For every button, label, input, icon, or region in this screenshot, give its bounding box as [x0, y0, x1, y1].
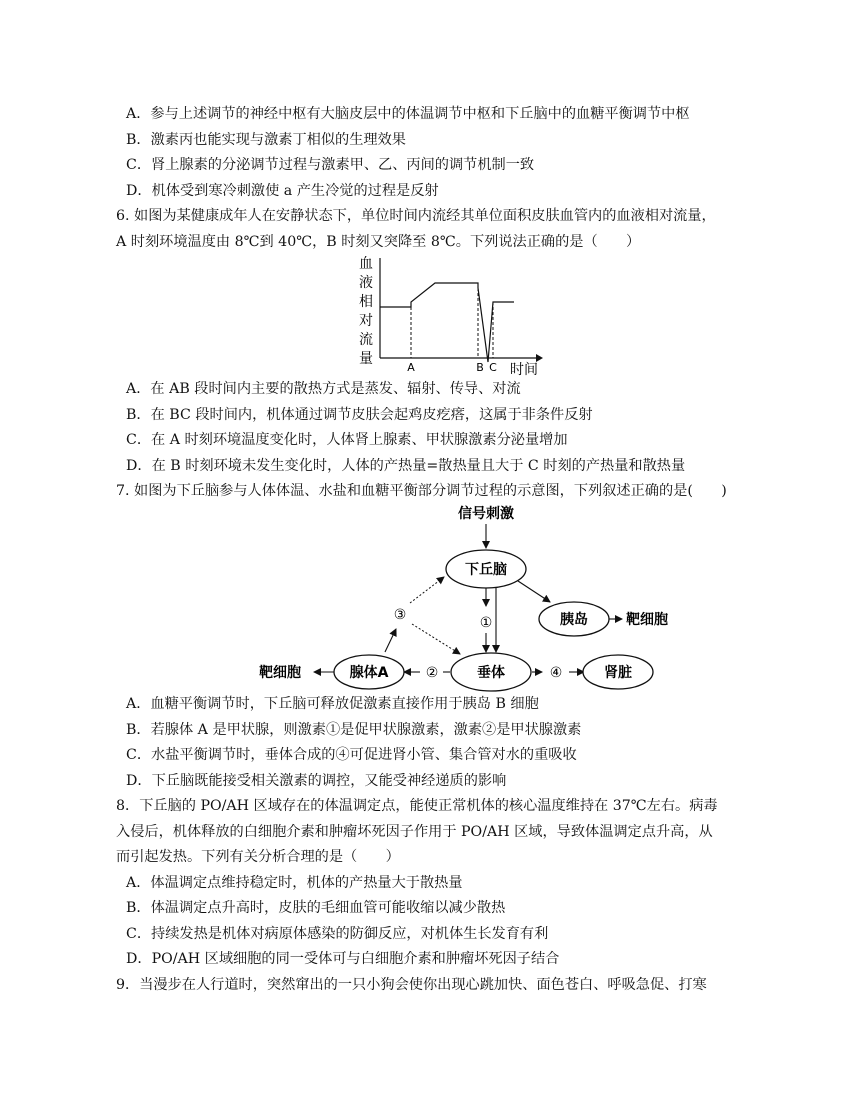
- islet-label: 胰岛: [560, 612, 588, 628]
- target-right-label: 靶细胞: [626, 612, 668, 628]
- label-n1: ①: [479, 615, 493, 631]
- gland-to-n3-arrow: [385, 629, 396, 652]
- kidney-label: 肾脏: [604, 665, 632, 681]
- hypothalamus-label: 下丘脑: [465, 562, 507, 578]
- q5-option-b: B．激素丙也能实现与激素丁相似的生理效果: [126, 132, 406, 148]
- target-left-label: 靶细胞: [259, 665, 301, 681]
- y-axis-label-char: 量: [359, 351, 373, 367]
- q8-stem-line-1: 8．下丘脑的 PO/AH 区域存在的体温调定点，能使正常机体的核心温度维持在 37℃左右。病毒: [116, 798, 718, 814]
- q8-option-d: D．PO/AH 区域细胞的同一受体可与白细胞介素和肿瘤坏死因子结合: [126, 951, 560, 967]
- y-axis-label-char: 流: [359, 332, 373, 348]
- q6-blood-flow-graph: [340, 252, 550, 382]
- q6-stem-line-2: A 时刻环境温度由 8℃到 40℃，B 时刻又突降至 8℃。下列说法正确的是（ ）: [116, 234, 641, 250]
- feedback-to-pituitary-arrow: [412, 624, 460, 654]
- q8-stem-line-2: 入侵后，机体释放的白细胞介素和肿瘤坏死因子作用于 PO/AH 区域，导致体温调定点升高，从: [116, 824, 713, 840]
- feedback-to-hypothalamus-arrow: [410, 577, 444, 603]
- tick-c: C: [489, 361, 497, 374]
- q5-option-c: C．肾上腺素的分泌调节过程与激素甲、乙、丙间的调节机制一致: [126, 157, 535, 173]
- y-axis-label-char: 对: [359, 313, 373, 329]
- x-axis-arrow: [536, 354, 543, 362]
- q9-stem: 9．当漫步在人行道时，突然窜出的一只小狗会使你出现心跳加快、面色苍白、呼吸急促、打寒: [116, 977, 707, 993]
- label-n4: ④: [549, 665, 563, 681]
- q6-option-d: D．在 B 时刻环境未发生变化时，人体的产热量=散热量且大于 C 时刻的产热量和散热量: [126, 458, 686, 474]
- q6-option-a: A．在 AB 段时间内主要的散热方式是蒸发、辐射、传导、对流: [126, 381, 521, 397]
- tick-a: A: [407, 361, 415, 374]
- q6-stem-line-1: 6. 如图为某健康成年人在安静状态下，单位时间内流经其单位面积皮肤血管内的血液相对流量，: [116, 208, 716, 224]
- y-axis-label-char: 液: [359, 275, 373, 291]
- flow-curve: [380, 283, 514, 362]
- q7-option-c: C．水盐平衡调节时，垂体合成的④可促进肾小管、集合管对水的重吸收: [126, 747, 577, 763]
- q5-option-a: A．参与上述调节的神经中枢有大脑皮层中的体温调节中枢和下丘脑中的血糖平衡调节中枢: [126, 106, 690, 122]
- q8-option-a: A．体温调定点维持稳定时，机体的产热量大于散热量: [126, 875, 463, 891]
- q7-regulation-diagram: [250, 502, 670, 692]
- q5-option-d: D．机体受到寒冷刺激使 a 产生冷觉的过程是反射: [126, 183, 439, 199]
- label-n3: ③: [393, 607, 407, 623]
- tick-b: B: [476, 361, 484, 374]
- pituitary-label: 垂体: [477, 665, 505, 681]
- q8-option-c: C．持续发热是机体对病原体感染的防御反应，对机体生长发育有利: [126, 926, 549, 942]
- hypothalamus-to-islet-arrow: [518, 581, 550, 602]
- q7-option-d: D．下丘脑既能接受相关激素的调控，又能受神经递质的影响: [126, 773, 507, 789]
- q8-stem-line-3: 而引起发热。下列有关分析合理的是（ ）: [116, 849, 400, 865]
- gland-a-label: 腺体A: [349, 665, 389, 681]
- q6-option-c: C．在 A 时刻环境温度变化时，人体肾上腺素、甲状腺激素分泌量增加: [126, 432, 568, 448]
- q7-option-a: A．血糖平衡调节时，下丘脑可释放促激素直接作用于胰岛 B 细胞: [126, 696, 539, 712]
- q8-option-b: B．体温调定点升高时，皮肤的毛细血管可能收缩以减少散热: [126, 900, 506, 916]
- q7-stem: 7. 如图为下丘脑参与人体体温、水盐和血糖平衡部分调节过程的示意图，下列叙述正确的是( ): [116, 483, 727, 499]
- label-n2: ②: [425, 665, 439, 681]
- signal-label: 信号刺激: [458, 506, 514, 522]
- q6-option-b: B．在 BC 段时间内，机体通过调节皮肤会起鸡皮疙瘩，这属于非条件反射: [126, 407, 593, 423]
- y-axis-label-char: 相: [359, 294, 373, 310]
- y-axis-label-char: 血: [359, 256, 373, 272]
- x-axis-label: 时间: [510, 362, 538, 378]
- q7-option-b: B．若腺体 A 是甲状腺，则激素①是促甲状腺激素，激素②是甲状腺激素: [126, 722, 582, 738]
